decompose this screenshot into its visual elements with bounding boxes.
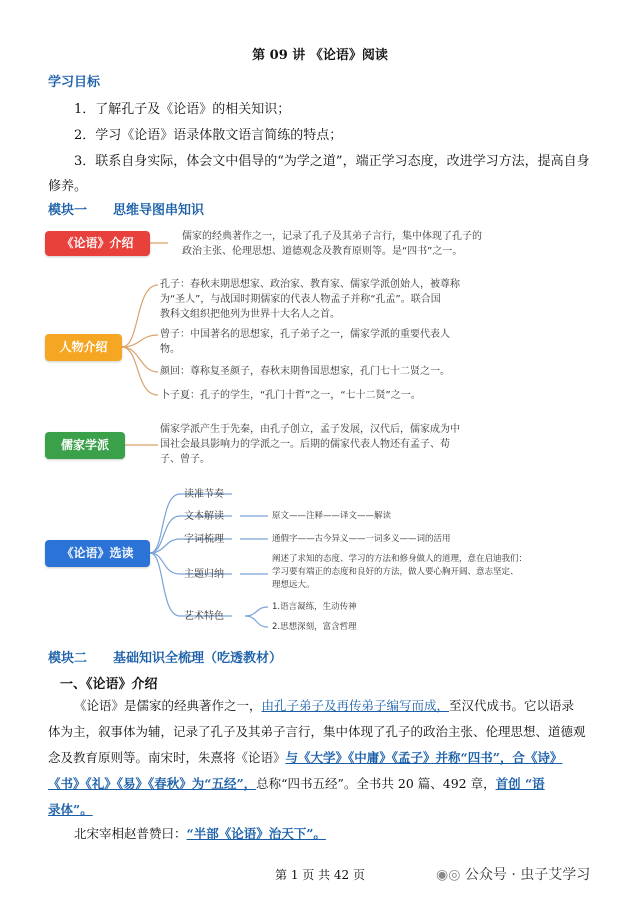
branch-zengzi: 曾子：中国著名的思想家，孔子弟子之一，儒家学派的重要代表人 物。 <box>160 329 450 355</box>
branch-rhythm: 读准节奏 <box>184 489 224 500</box>
lunyu-intro-paragraph: 《论语》是儒家的经典著作之一，由孔子弟子及再传弟子编写而成，至汉代成书。它以语录 体为主，叙事体为辅，记录了孔子及其弟子言行，集中体现了孔子的政治主张、伦理思想、道德观 念及教育原则等。南宋时，朱熹将《论语》与《大学》《中庸》《孟子》并称“四书”，合《诗》 《书》《礼》《易》《春秋》为“五经”，总称“四书五经”。全书共 20 篇、492 章，首创 “语 录体”。 <box>48 698 586 817</box>
objective-3: 3．联系自身实际，体会文中倡导的“为学之道”，端正学习态度，改进学习方法，提高自身 <box>74 154 590 169</box>
module2-heading: 模块二 基础知识全梳理（吃透教材） <box>48 651 283 666</box>
page-footer: 第 1 页 共 42 页 <box>275 868 365 882</box>
objectives-heading: 学习目标 <box>48 75 101 90</box>
watermark: ◉◎ 公众号 · 虫子艾学习 <box>436 867 591 883</box>
node-lunyu-reading: 《论语》选读 <box>45 540 150 567</box>
branch-vocab: 字词梳理 <box>184 534 224 545</box>
zhaopu-paragraph: 北宋宰相赵普赞曰：“半部《论语》治天下”。 <box>74 826 326 841</box>
branch-zixia: 卜子夏：孔子的学生，“孔门十哲”之一，“七十二贤”之一。 <box>160 390 421 401</box>
wenben-detail: 原文——注释——译文——解读 <box>272 511 392 521</box>
page-title: 第 09 讲 《论语》阅读 <box>252 48 388 63</box>
node-lunyu-intro: 《论语》介绍 <box>45 231 150 256</box>
node3-text: 儒家学派产生于先秦，由孔子创立，孟子发展，汉代后，儒家成为中 国社会最具影响力的学派之一。后期的儒家代表人物还有孟子、荀 子、曾子。 <box>160 424 460 465</box>
node-confucian-school: 儒家学派 <box>45 432 125 459</box>
wechat-icon: ◉◎ <box>436 867 465 883</box>
yishu-detail-2: 2.思想深刻，富含哲理 <box>272 622 357 632</box>
branch-theme: 主题归纳 <box>184 569 224 580</box>
branch-kongzi: 孔子：春秋末期思想家、政治家、教育家、儒家学派创始人，被尊称 为“圣人”，与战国时期儒家的代表人物孟子并称“孔孟”。联合国 教科文组织把他列为世界十大名人之首。 <box>160 279 460 320</box>
objective-2: 2．学习《论语》语录体散文语言简练的特点； <box>74 128 343 143</box>
branch-yanhui: 颜回：尊称复圣颜子，春秋末期鲁国思想家，孔门七十二贤之一。 <box>160 366 450 377</box>
branch-art: 艺术特色 <box>184 611 224 622</box>
zici-detail: 通假字——古今异义——一词多义——词的活用 <box>272 534 451 544</box>
branch-text-interp: 文本解读 <box>184 511 224 522</box>
module1-heading: 模块一 思维导图串知识 <box>48 203 205 218</box>
zhuti-detail: 阐述了求知的态度、学习的方法和修身做人的道理，意在启迪我们： 学习要有端正的态度和良好的方法，做人要心胸开阔、意志坚定、 理想远大。 <box>272 554 528 590</box>
node1-text: 儒家的经典著作之一，记录了孔子及其弟子言行，集中体现了孔子的 政治主张、伦理思想、道德观念及教育原则等。是“四书”之一。 <box>182 231 482 257</box>
node-people-intro: 人物介绍 <box>45 334 122 361</box>
objective-1: 1．了解孔子及《论语》的相关知识； <box>74 102 291 117</box>
objective-3-cont: 修养。 <box>48 179 88 194</box>
yishu-detail-1: 1.语言凝练，生动传神 <box>272 602 357 612</box>
section1-heading: 一、《论语》介绍 <box>60 677 158 692</box>
